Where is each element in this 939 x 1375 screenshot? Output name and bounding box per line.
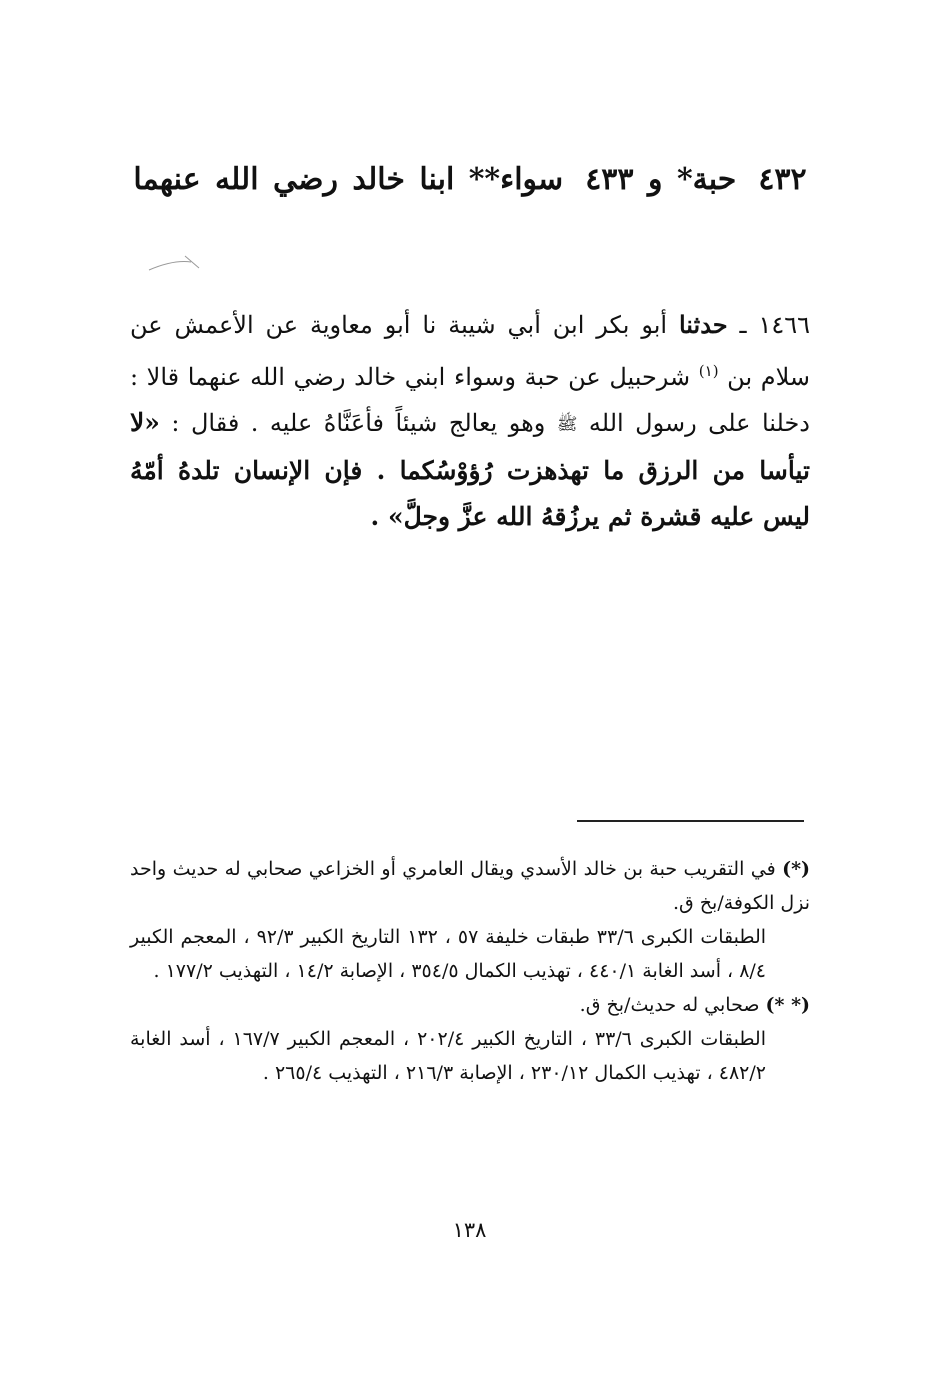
footnote-divider bbox=[577, 820, 804, 822]
heading-rest: ابنا خالد رضي الله عنهما bbox=[133, 162, 455, 197]
footnote-2-mark: (* *) bbox=[765, 994, 810, 1016]
footnote-1-mark: (*) bbox=[782, 858, 810, 880]
footnote-reference: (١) bbox=[698, 362, 719, 380]
footnote-2-references: الطبقات الكبرى ٣٣/٦ ، التاريخ الكبير ٢٠٢/٤ ، المعجم الكبير ١٦٧/٧ ، أسد الغابة ٤٨٢/٢ ، تهذيب الكمال ٢٣٠/١٢ ، الإصابة ٢١٦/٣ ، التهذيب ٢٦٥/٤ . bbox=[130, 1028, 767, 1084]
pen-mark-icon bbox=[145, 252, 205, 276]
footnotes-section bbox=[130, 852, 810, 1090]
haddathana-word: حدثنا bbox=[678, 310, 728, 339]
heading-conjunction: و bbox=[647, 162, 663, 197]
isnad-part-2: شرحبيل عن حبة وسواء ابني خالد رضي الله عنهما قالا : دخلنا على رسول الله bbox=[130, 363, 810, 437]
footnote-1 bbox=[130, 852, 810, 920]
heading-name-1: حبة* bbox=[676, 162, 737, 197]
footnote-1-references: الطبقات الكبرى ٣٣/٦ طبقات خليفة ٥٧ ، ١٣٢ التاريخ الكبير ٩٢/٣ ، المعجم الكبير ٨/٤ ، أسد الغابة ٤٤٠/١ ، تهذيب الكمال ٣٥٤/٥ ، الإصابة ١٤/٢ ، التهذيب ١٧٧/٢ . bbox=[130, 926, 767, 982]
hadith-number: ١٤٦٦ ـ bbox=[739, 311, 811, 339]
isnad-part-1: أبو بكر ابن أبي شيبة نا أبو معاوية عن الأعمش عن سلام بن bbox=[130, 311, 811, 391]
page-number: ١٣٨ bbox=[452, 1218, 487, 1242]
section-heading bbox=[80, 150, 860, 210]
isnad-part-3: وهو يعالج شيئاً فأعَنَّاهُ عليه . فقال : bbox=[171, 409, 546, 437]
salawat-icon: ﷺ bbox=[556, 414, 578, 435]
heading-number-2: ٤٣٣ bbox=[585, 162, 634, 197]
heading-name-2: سواء** bbox=[468, 162, 564, 197]
footnote-1-text: في التقريب حبة بن خالد الأسدي ويقال العامري أو الخزاعي صحابي له حديث واحد نزل الكوفة/بخ ق. bbox=[130, 858, 810, 914]
hadith-matn: «لا تيأسا من الرزق ما تهذهزت رُؤوْسُكما . فإن الإنسان تلدهُ أمّهُ ليس عليه قشرة ثم يرزُقهُ الله عزَّ وجلَّ» . bbox=[130, 408, 810, 531]
heading-number-1: ٤٣٢ bbox=[758, 162, 807, 197]
footnote-2 bbox=[130, 988, 810, 1022]
hadith-text bbox=[130, 302, 810, 540]
footnote-2-text: صحابي له حديث/بخ ق. bbox=[579, 994, 760, 1016]
